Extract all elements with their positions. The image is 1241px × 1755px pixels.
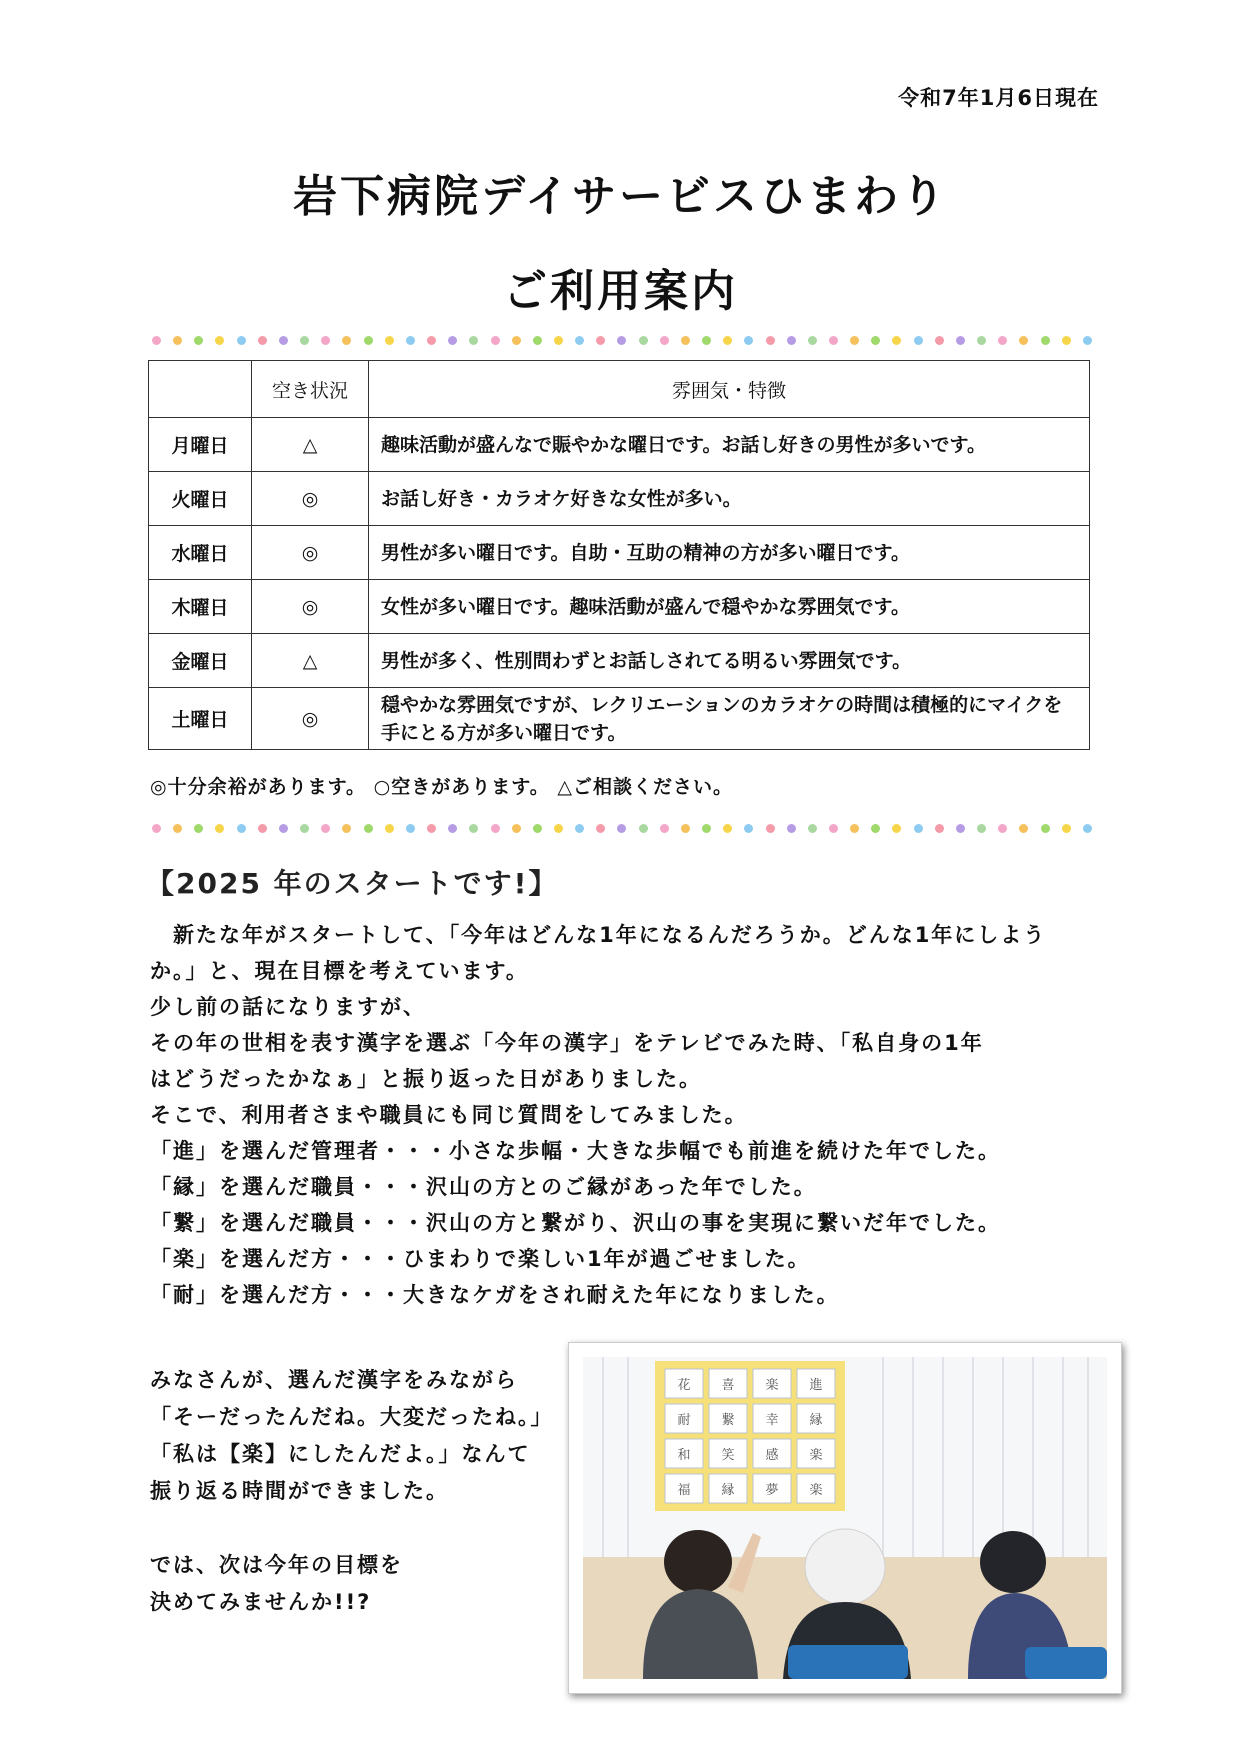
divider-dot bbox=[237, 824, 246, 833]
kanji-card-text: 幸 bbox=[765, 1413, 779, 1428]
kanji-card-text: 花 bbox=[677, 1378, 691, 1393]
photo bbox=[568, 1342, 1122, 1694]
divider-dot bbox=[744, 336, 753, 345]
kanji-card-text: 笑 bbox=[721, 1448, 735, 1463]
day-cell: 水曜日 bbox=[149, 526, 252, 580]
divider-dot bbox=[364, 824, 373, 833]
table-row bbox=[149, 526, 1090, 580]
divider-dot bbox=[258, 824, 267, 833]
feature-cell: お話し好き・カラオケ好きな女性が多い。 bbox=[369, 472, 1090, 526]
divider-dot bbox=[406, 824, 415, 833]
kanji-card-text: 夢 bbox=[765, 1483, 779, 1498]
dot-divider-bottom bbox=[152, 821, 1092, 835]
divider-dot bbox=[892, 336, 901, 345]
kanji-card-text: 縁 bbox=[721, 1483, 735, 1498]
divider-dot bbox=[892, 824, 901, 833]
divider-dot bbox=[829, 824, 838, 833]
divider-dot bbox=[469, 824, 478, 833]
divider-dot bbox=[152, 824, 161, 833]
body-line: 「進」を選んだ管理者・・・小さな歩幅・大きな歩幅でも前進を続けた年でした。 bbox=[150, 1139, 1001, 1163]
dot-divider-top bbox=[152, 333, 1092, 347]
divider-dot bbox=[152, 336, 161, 345]
availability-cell: △ bbox=[252, 634, 369, 688]
divider-dot bbox=[977, 824, 986, 833]
divider-dot bbox=[279, 824, 288, 833]
divider-dot bbox=[914, 336, 923, 345]
body-text bbox=[150, 917, 1090, 1313]
day-cell: 木曜日 bbox=[149, 580, 252, 634]
divider-dot bbox=[723, 336, 732, 345]
divider-dot bbox=[194, 824, 203, 833]
divider-dot bbox=[808, 336, 817, 345]
photo-illustration bbox=[583, 1357, 1107, 1679]
body-line: 「縁」を選んだ職員・・・沢山の方とのご縁があった年でした。 bbox=[150, 1175, 817, 1199]
feature-cell: 穏やかな雰囲気ですが、レクリエーションのカラオケの時間は積極的にマイクを手にとる方が多い曜日です。 bbox=[369, 688, 1090, 750]
divider-dot bbox=[215, 336, 224, 345]
divider-dot bbox=[998, 336, 1007, 345]
availability-cell: ◎ bbox=[252, 472, 369, 526]
divider-dot bbox=[491, 824, 500, 833]
body-line: はどうだったかなぁ」と振り返った日がありました。 bbox=[150, 1067, 702, 1091]
caption-line: 決めてみませんか!!? bbox=[150, 1590, 372, 1614]
body-line: 「繋」を選んだ職員・・・沢山の方と繋がり、沢山の事を実現に繋いだ年でした。 bbox=[150, 1211, 1001, 1235]
divider-dot bbox=[173, 824, 182, 833]
caption-line: では、次は今年の目標を bbox=[150, 1553, 403, 1577]
table-row bbox=[149, 688, 1090, 750]
divider-dot bbox=[596, 336, 605, 345]
table-header-feature: 雰囲気・特徴 bbox=[369, 361, 1090, 418]
page-title: 岩下病院デイサービスひまわり bbox=[293, 171, 948, 222]
divider-dot bbox=[744, 824, 753, 833]
divider-dot bbox=[237, 336, 246, 345]
divider-dot bbox=[702, 336, 711, 345]
body-line: か。」と、現在目標を考えています。 bbox=[150, 959, 529, 983]
divider-dot bbox=[935, 336, 944, 345]
divider-dot bbox=[850, 824, 859, 833]
divider-dot bbox=[1083, 336, 1092, 345]
kanji-card-text: 和 bbox=[677, 1448, 691, 1463]
day-cell: 火曜日 bbox=[149, 472, 252, 526]
divider-dot bbox=[575, 336, 584, 345]
divider-dot bbox=[173, 336, 182, 345]
photo-caption-text bbox=[150, 1362, 554, 1621]
divider-dot bbox=[998, 824, 1007, 833]
divider-dot bbox=[1041, 336, 1050, 345]
divider-dot bbox=[956, 336, 965, 345]
divider-dot bbox=[956, 824, 965, 833]
date-label: 令和7年1月6日現在 bbox=[898, 86, 1099, 110]
divider-dot bbox=[871, 336, 880, 345]
divider-dot bbox=[1062, 336, 1071, 345]
divider-dot bbox=[342, 824, 351, 833]
body-line: 「楽」を選んだ方・・・ひまわりで楽しい1年が過ごせました。 bbox=[150, 1247, 811, 1271]
divider-dot bbox=[448, 336, 457, 345]
divider-dot bbox=[279, 336, 288, 345]
kanji-card-text: 喜 bbox=[721, 1378, 735, 1393]
divider-dot bbox=[300, 824, 309, 833]
feature-cell: 女性が多い曜日です。趣味活動が盛んで穏やかな雰囲気です。 bbox=[369, 580, 1090, 634]
caption-line: みなさんが、選んだ漢字をみながら bbox=[150, 1368, 518, 1392]
page-subtitle: ご利用案内 bbox=[503, 266, 738, 317]
divider-dot bbox=[533, 336, 542, 345]
divider-dot bbox=[914, 824, 923, 833]
kanji-card-text: 福 bbox=[677, 1483, 691, 1498]
divider-dot bbox=[977, 336, 986, 345]
divider-dot bbox=[533, 824, 542, 833]
divider-dot bbox=[364, 336, 373, 345]
kanji-card-text: 耐 bbox=[677, 1413, 691, 1428]
availability-legend: ◎十分余裕があります。 ○空きがあります。 △ご相談ください。 bbox=[150, 776, 733, 798]
kanji-card-text: 楽 bbox=[809, 1448, 823, 1463]
day-cell: 月曜日 bbox=[149, 418, 252, 472]
kanji-card-text: 進 bbox=[809, 1378, 823, 1393]
kanji-card-text: 縁 bbox=[809, 1413, 823, 1428]
divider-dot bbox=[427, 824, 436, 833]
kanji-card-text: 楽 bbox=[765, 1378, 779, 1393]
divider-dot bbox=[639, 824, 648, 833]
divider-dot bbox=[850, 336, 859, 345]
divider-dot bbox=[575, 824, 584, 833]
divider-dot bbox=[448, 824, 457, 833]
kanji-card-text: 楽 bbox=[809, 1483, 823, 1498]
divider-dot bbox=[787, 824, 796, 833]
divider-dot bbox=[321, 336, 330, 345]
caption-line: 「そーだったんだね。大変だったね。」 bbox=[150, 1405, 554, 1429]
availability-cell: ◎ bbox=[252, 580, 369, 634]
table-header-availability: 空き状況 bbox=[252, 361, 369, 418]
divider-dot bbox=[469, 336, 478, 345]
availability-cell: ◎ bbox=[252, 688, 369, 750]
divider-dot bbox=[617, 336, 626, 345]
day-cell: 土曜日 bbox=[149, 688, 252, 750]
day-cell: 金曜日 bbox=[149, 634, 252, 688]
divider-dot bbox=[596, 824, 605, 833]
divider-dot bbox=[829, 336, 838, 345]
availability-cell: ◎ bbox=[252, 526, 369, 580]
divider-dot bbox=[342, 336, 351, 345]
kanji-card-text: 感 bbox=[765, 1448, 779, 1463]
feature-cell: 男性が多く、性別問わずとお話しされてる明るい雰囲気です。 bbox=[369, 634, 1090, 688]
section-heading: 【2025 年のスタートです!】 bbox=[146, 867, 559, 900]
divider-dot bbox=[554, 824, 563, 833]
divider-dot bbox=[1019, 336, 1028, 345]
divider-dot bbox=[681, 824, 690, 833]
divider-dot bbox=[660, 336, 669, 345]
availability-cell: △ bbox=[252, 418, 369, 472]
feature-cell: 趣味活動が盛んなで賑やかな曜日です。お話し好きの男性が多いです。 bbox=[369, 418, 1090, 472]
divider-dot bbox=[385, 824, 394, 833]
table-header-day bbox=[149, 361, 252, 418]
divider-dot bbox=[321, 824, 330, 833]
divider-dot bbox=[427, 336, 436, 345]
divider-dot bbox=[871, 824, 880, 833]
divider-dot bbox=[617, 824, 626, 833]
body-line: 「耐」を選んだ方・・・大きなケガをされ耐えた年になりました。 bbox=[150, 1283, 840, 1307]
divider-dot bbox=[1083, 824, 1092, 833]
divider-dot bbox=[385, 336, 394, 345]
divider-dot bbox=[1062, 824, 1071, 833]
body-line: 新たな年がスタートして、「今年はどんな1年になるんだろうか。どんな1年にしよう bbox=[150, 923, 1047, 947]
divider-dot bbox=[766, 336, 775, 345]
divider-dot bbox=[808, 824, 817, 833]
table-row bbox=[149, 580, 1090, 634]
divider-dot bbox=[639, 336, 648, 345]
divider-dot bbox=[554, 336, 563, 345]
table-row bbox=[149, 634, 1090, 688]
divider-dot bbox=[1041, 824, 1050, 833]
divider-dot bbox=[406, 336, 415, 345]
divider-dot bbox=[702, 824, 711, 833]
body-line: そこで、利用者さまや職員にも同じ質問をしてみました。 bbox=[150, 1103, 748, 1127]
divider-dot bbox=[258, 336, 267, 345]
divider-dot bbox=[491, 336, 500, 345]
body-line: その年の世相を表す漢字を選ぶ「今年の漢字」をテレビでみた時、「私自身の1年 bbox=[150, 1031, 984, 1055]
divider-dot bbox=[215, 824, 224, 833]
divider-dot bbox=[512, 824, 521, 833]
divider-dot bbox=[723, 824, 732, 833]
divider-dot bbox=[660, 824, 669, 833]
divider-dot bbox=[300, 336, 309, 345]
divider-dot bbox=[1019, 824, 1028, 833]
kanji-card-text: 繋 bbox=[721, 1413, 735, 1428]
divider-dot bbox=[681, 336, 690, 345]
caption-line: 振り返る時間ができました。 bbox=[150, 1479, 449, 1503]
divider-dot bbox=[766, 824, 775, 833]
table-row bbox=[149, 418, 1090, 472]
caption-line: 「私は【楽】にしたんだよ。」なんて bbox=[150, 1442, 531, 1466]
table-row bbox=[149, 472, 1090, 526]
body-line: 少し前の話になりますが、 bbox=[150, 995, 426, 1019]
divider-dot bbox=[194, 336, 203, 345]
divider-dot bbox=[935, 824, 944, 833]
schedule-table bbox=[148, 360, 1090, 750]
divider-dot bbox=[787, 336, 796, 345]
divider-dot bbox=[512, 336, 521, 345]
feature-cell: 男性が多い曜日です。自助・互助の精神の方が多い曜日です。 bbox=[369, 526, 1090, 580]
table-header-row bbox=[149, 361, 1090, 418]
